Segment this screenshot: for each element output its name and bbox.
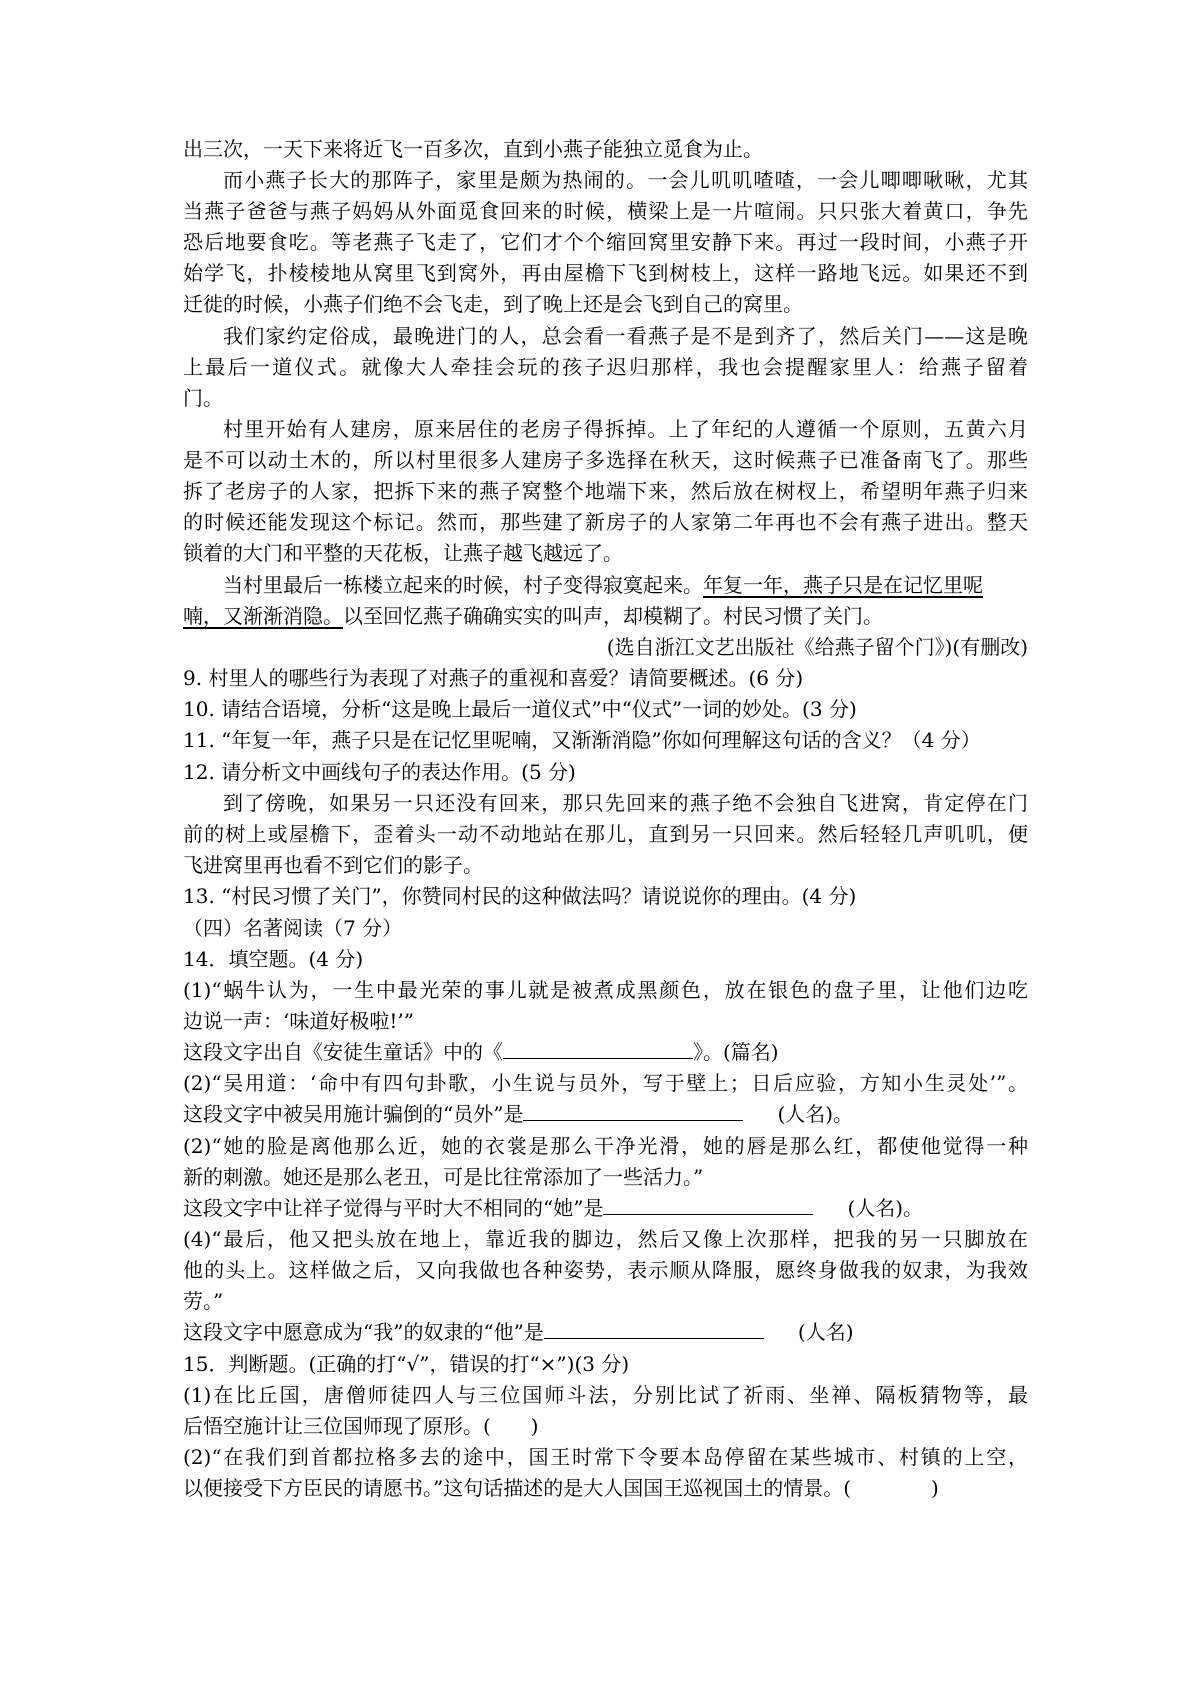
answer-blank[interactable] <box>523 1100 743 1121</box>
passage-line: 恐后地要食吃。等老燕子飞走了，它们才个个缩回窝里安静下来。再过一段时间，小燕子开 <box>183 230 1028 254</box>
answer-suffix: (人名)。 <box>847 1196 924 1220</box>
question-14-item: 边说一声：‘味道好极啦!’” <box>183 1009 414 1033</box>
passage-line <box>183 600 1028 632</box>
question-14-item: 劳。” <box>183 1289 224 1313</box>
question-15-item: 后悟空施计让三位国师现了原形。( ) <box>183 1414 539 1438</box>
question-14-item: (4)“最后，他又把头放在地上，靠近我的脚边，然后又像上次那样，把我的另一只脚放在 <box>183 1227 1028 1251</box>
answer-blank[interactable] <box>544 1318 764 1339</box>
passage-text: 以至回忆燕子确确实实的叫声，却模糊了。村民习惯了关门。 <box>343 604 883 628</box>
question-12-excerpt: 前的树上或屋檐下，歪着头一动不动地站在那儿，直到另一只回来。然后轻轻几声叽叽，便 <box>183 822 1028 846</box>
passage-line: 出三次，一天下来将近飞一百多次，直到小燕子能独立觅食为止。 <box>183 137 763 161</box>
question-13: 13. “村民习惯了关门”，你赞同村民的这种做法吗？请说说你的理由。(4 分) <box>183 884 857 908</box>
answer-suffix: (人名) <box>797 1320 854 1344</box>
answer-blank[interactable] <box>603 1194 813 1215</box>
question-14: 14．填空题。(4 分) <box>183 947 364 971</box>
passage-text: 当村里最后一栋楼立起来的时候，村子变得寂寞起来。 <box>223 573 703 597</box>
answer-line <box>183 1192 1028 1224</box>
passage-line: 门。 <box>183 386 223 410</box>
question-14-item: 新的刺激。她还是那么老丑，可是比往常添加了一些活力。” <box>183 1165 704 1189</box>
passage-source: (选自浙江文艺出版社《给燕子留个门》)(有删改) <box>606 635 1028 659</box>
passage-line: 当燕子爸爸与燕子妈妈从外面觅食回来的时候，横梁上是一片喧闹。只只张大着黄口，争先 <box>183 199 1028 223</box>
question-15-item: (1)在比丘国，唐僧师徒四人与三位国师斗法，分别比试了祈雨、坐禅、隔板猜物等，最 <box>183 1383 1028 1407</box>
answer-line <box>183 1098 1028 1130</box>
passage-line: 而小燕子长大的那阵子，家里是颇为热闹的。一会儿叽叽喳喳，一会儿唧唧啾啾，尤其 <box>223 168 1028 192</box>
question-15-item: 以便接受下方臣民的请愿书。”这句话描述的是大人国国王巡视国土的情景。( ) <box>183 1476 939 1500</box>
passage-line: 锁着的大门和平整的天花板，让燕子越飞越远了。 <box>183 541 623 565</box>
question-15: 15．判断题。(正确的打“√”，错误的打“×”)(3 分) <box>183 1352 630 1376</box>
answer-prompt: 这段文字中被吴用施计骗倒的“员外”是 <box>183 1102 524 1126</box>
answer-prompt: 这段文字出自《安徒生童话》中的《 <box>183 1040 503 1064</box>
passage-line: 拆了老房子的人家，把拆下来的燕子窝整个地端下来，然后放在树杈上，希望明年燕子归来 <box>183 479 1028 503</box>
question-12-excerpt: 到了傍晚，如果另一只还没有回来，那只先回来的燕子绝不会独自飞进窝，肯定停在门 <box>223 791 1028 815</box>
question-12-excerpt: 飞进窝里再也看不到它们的影子。 <box>183 853 483 877</box>
question-10: 10. 请结合语境，分析“这是晚上最后一道仪式”中“仪式”一词的妙处。(3 分) <box>183 697 857 721</box>
question-15-item: (2)“在我们到首都拉格多去的途中，国王时常下令要本岛停留在某些城市、村镇的上空， <box>183 1445 1028 1469</box>
passage-line: 迁徙的时候，小燕子们绝不会飞走，到了晚上还是会飞到自己的窝里。 <box>183 292 803 316</box>
question-14-item: (2)“吴用道：‘命中有四句卦歌，小生说与员外，写于壁上；日后应验，方知小生灵处’”。 <box>183 1071 1028 1095</box>
section-heading: （四）名著阅读（7 分） <box>183 916 403 940</box>
answer-prompt: 这段文字中让祥子觉得与平时大不相同的“她”是 <box>183 1196 604 1220</box>
passage-line: 的时候还能发现这个标记。然而，那些建了新房子的人家第二年再也不会有燕子进出。整天 <box>183 510 1028 534</box>
answer-prompt: 这段文字中愿意成为“我”的奴隶的“他”是 <box>183 1320 544 1344</box>
question-14-item: (1)“蜗牛认为，一生中最光荣的事儿就是被煮成黑颜色，放在银色的盘子里，让他们边吃 <box>183 978 1028 1002</box>
passage-line: 上最后一道仪式。就像大人牵挂会玩的孩子迟归那样，我也会提醒家里人：给燕子留着 <box>183 355 1028 379</box>
question-9: 9. 村里人的哪些行为表现了对燕子的重视和喜爱？请简要概述。(6 分) <box>183 666 804 690</box>
underlined-sentence: 年复一年，燕子只是在记忆里呢 <box>703 573 983 597</box>
question-14-item: (2)“她的脸是离他那么近，她的衣裳是那么干净光滑，她的唇是那么红，都使他觉得一种 <box>183 1134 1028 1158</box>
answer-line <box>183 1316 1028 1348</box>
underlined-sentence: 喃，又渐渐消隐。 <box>183 604 343 628</box>
passage-line <box>183 569 1028 601</box>
passage-line: 始学飞，扑棱棱地从窝里飞到窝外，再由屋檐下飞到树枝上，这样一路地飞远。如果还不到 <box>183 261 1028 285</box>
question-14-item: 他的头上。这样做之后，又向我做也各种姿势，表示顺从降服，愿终身做我的奴隶，为我效 <box>183 1258 1028 1282</box>
passage-line: 是不可以动土木的，所以村里很多人建房子多选择在秋天，这时候燕子已准备南飞了。那些 <box>183 448 1028 472</box>
answer-line <box>183 1036 1028 1068</box>
passage-line: 村里开始有人建房，原来居住的老房子得拆掉。上了年纪的人遵循一个原则，五黄六月 <box>223 417 1028 441</box>
question-12: 12. 请分析文中画线句子的表达作用。(5 分) <box>183 760 576 784</box>
question-11: 11. “年复一年，燕子只是在记忆里呢喃，又渐渐消隐”你如何理解这句话的含义？（4 分） <box>183 728 981 752</box>
answer-blank[interactable] <box>503 1038 693 1059</box>
answer-suffix: (人名)。 <box>777 1102 854 1126</box>
answer-suffix: 》。(篇名) <box>693 1040 779 1064</box>
passage-line: 我们家约定俗成，最晚进门的人，总会看一看燕子是不是到齐了，然后关门——这是晚 <box>223 324 1028 348</box>
